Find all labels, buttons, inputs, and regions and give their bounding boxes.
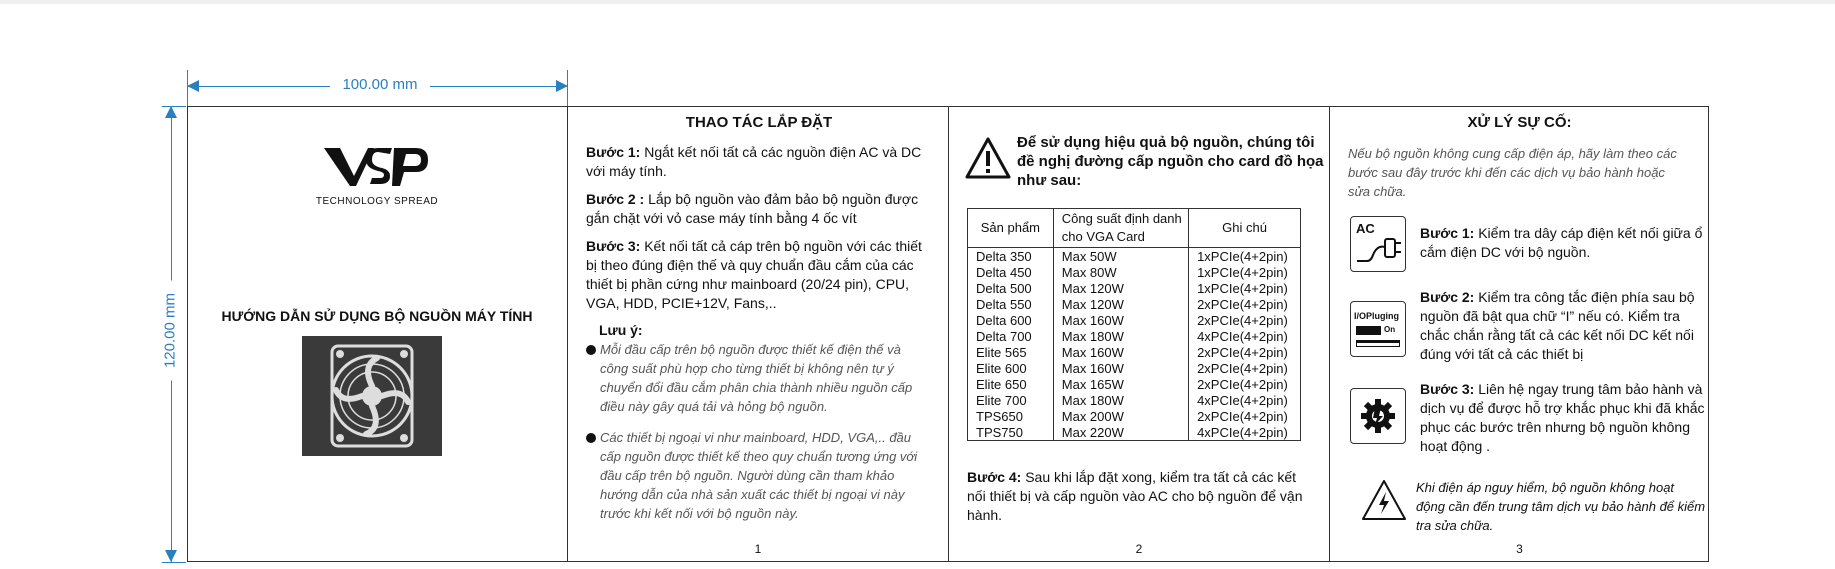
step-text: Sau khi lắp đặt xong, kiểm tra tất cả các kết nối thiết bị và cấp nguồn vào AC cho bộ nguồn để vận hành. (967, 469, 1303, 523)
step-text: Kết nối tất cả cáp trên bộ nguồn với các thiết bị theo đúng điện thế và quy chuẩn đầu cắm của các thiết bị phần cứng như mainboard (20/24 pin), CPU, VGA, HDD, PCIE+12V, Fans,.. (586, 238, 922, 311)
step-label: Bước 1: (1420, 225, 1475, 241)
installation-title: THAO TÁC LẮP ĐẶT (685, 114, 833, 131)
cover-panel (187, 106, 567, 562)
table-cell: 1xPCIe(4+2pin) (1189, 280, 1301, 296)
table-cell: Max 165W (1053, 376, 1188, 392)
plug-icon (1351, 217, 1405, 271)
table-header-row (968, 209, 1301, 248)
bullet-icon (586, 433, 596, 443)
table-cell: Max 160W (1053, 312, 1188, 328)
table-cell: Max 180W (1053, 328, 1188, 344)
troubleshooting-panel (1330, 106, 1709, 562)
height-dimension-tick-bottom (162, 562, 186, 563)
troubleshoot-step-3 (1420, 380, 1710, 456)
table-cell: Delta 600 (968, 312, 1054, 328)
note-text: Mỗi đầu cấp trên bộ nguồn được thiết kế điện thế và công suất phù hợp cho từng thiết bị không nên tự ý chuyển đổi đầu cắm phân chia thành nhiều nguồn cấp điều này gây quá tải và hỏng bộ nguồn. (600, 342, 913, 414)
table-row (968, 360, 1301, 376)
power-switch-icon (1350, 301, 1406, 357)
ac-label: AC (1356, 221, 1375, 236)
installation-panel (568, 106, 948, 562)
table-cell: Delta 500 (968, 280, 1054, 296)
install-step-1 (586, 143, 932, 181)
table-row (968, 328, 1301, 344)
table-cell: Max 160W (1053, 360, 1188, 376)
table-cell: Elite 600 (968, 360, 1054, 376)
table-cell: Delta 550 (968, 296, 1054, 312)
step-label: Bước 3: (586, 238, 641, 254)
width-arrow-right (556, 80, 568, 92)
step-text: Kiểm tra dây cáp điện kết nối giữa ổ cắm điện DC với bộ nguồn. (1420, 225, 1703, 260)
warning-text: Để sử dụng hiệu quả bộ nguồn, chúng tôi đề nghị đường cấp nguồn cho card đồ họa như sau: (1017, 134, 1324, 189)
table-cell: Delta 350 (968, 248, 1054, 265)
column-header: Công suất định danh cho VGA Card (1053, 209, 1188, 248)
step-label: Bước 2: (1420, 289, 1475, 305)
vga-power-panel (949, 106, 1329, 562)
troubleshooting-intro: Nếu bộ nguồn không cung cấp điện áp, hãy làm theo các bước sau đây trước khi đến các dịch vụ bảo hành hoặc sửa chữa. (1348, 146, 1677, 199)
table-cell: 2xPCIe(4+2pin) (1189, 408, 1301, 424)
table-row (968, 296, 1301, 312)
table-row (968, 312, 1301, 328)
table-row (968, 280, 1301, 296)
service-gear-icon (1350, 388, 1406, 444)
table-row (968, 376, 1301, 392)
install-step-4 (967, 468, 1317, 525)
troubleshooting-title: XỬ LÝ SỰ CỐ: (1467, 114, 1572, 131)
table-cell: Elite 700 (968, 392, 1054, 408)
table-cell: 2xPCIe(4+2pin) (1189, 312, 1301, 328)
switch-slot-icon (1356, 340, 1400, 347)
warning-header (964, 134, 1324, 189)
ac-plug-icon (1350, 216, 1406, 272)
vga-power-table (967, 208, 1301, 441)
table-cell: 4xPCIe(4+2pin) (1189, 392, 1301, 408)
step-label: Bước 3: (1420, 381, 1475, 397)
step-label: Bước 2 : (586, 191, 645, 207)
table-cell: Max 120W (1053, 296, 1188, 312)
step-label: Bước 1: (586, 144, 641, 160)
table-cell: 2xPCIe(4+2pin) (1189, 296, 1301, 312)
table-cell: Max 120W (1053, 280, 1188, 296)
column-header: Ghi chú (1189, 209, 1301, 248)
width-arrow-left (187, 80, 199, 92)
troubleshoot-step-1 (1420, 224, 1710, 262)
cover-title: HƯỚNG DẪN SỬ DỤNG BỘ NGUỒN MÁY TÍNH (221, 308, 533, 324)
table-cell: Max 200W (1053, 408, 1188, 424)
table-cell: Max 50W (1053, 248, 1188, 265)
step-text: Lắp bộ nguồn vào đảm bảo bộ nguồn được gắn chặt với vỏ case máy tính bằng 4 ốc vít (586, 191, 919, 226)
table-cell: Elite 650 (968, 376, 1054, 392)
table-cell: Elite 565 (968, 344, 1054, 360)
danger-note: Khi điện áp nguy hiểm, bộ nguồn không hoạt động cần đến trung tâm dịch vụ bảo hành để kiểm tra sửa chữa. (1416, 480, 1706, 533)
troubleshoot-step-2 (1420, 288, 1710, 364)
table-row (968, 392, 1301, 408)
table-row (968, 344, 1301, 360)
top-band (0, 0, 1835, 4)
table-row (968, 248, 1301, 265)
note-item-1 (586, 340, 932, 416)
table-cell: TPS650 (968, 408, 1054, 424)
table-cell: Max 160W (1053, 344, 1188, 360)
height-arrow-bottom (165, 550, 177, 562)
table-cell: 2xPCIe(4+2pin) (1189, 376, 1301, 392)
table-cell: Delta 700 (968, 328, 1054, 344)
bullet-icon (586, 345, 596, 355)
table-cell: Delta 450 (968, 264, 1054, 280)
page-number: 3 (1516, 542, 1523, 556)
step-text: Liên hệ ngay trung tâm bảo hành và dịch vụ để được hỗ trợ khắc phục khi đã khắc phục các bước trên nhưng bộ nguồn không hoạt động . (1420, 381, 1705, 454)
logo-tagline: TECHNOLOGY SPREAD (315, 196, 439, 207)
table-row (968, 264, 1301, 280)
table-cell: Max 80W (1053, 264, 1188, 280)
step-text: Kiểm tra công tắc điện phía sau bộ nguồn đã bật qua chữ “I” nếu có. Kiểm tra chắc chắn rằng tất cả các kết nối DC kết nối đúng với tất cả các thiết bị (1420, 289, 1695, 362)
height-arrow-top (165, 106, 177, 118)
gear-icon (1351, 389, 1405, 443)
page-number: 1 (754, 542, 762, 556)
vsp-logo-icon (322, 146, 432, 194)
table-cell: Max 180W (1053, 392, 1188, 408)
note-item-2 (586, 428, 932, 523)
note-title: Lưu ý: (599, 322, 643, 338)
width-dimension-label: 100.00 mm (330, 76, 430, 93)
table-cell: TPS750 (968, 424, 1054, 441)
switch-label: I/OPluging (1354, 311, 1399, 321)
step-text: Ngắt kết nối tất cả các nguồn điện AC và DC với máy tính. (586, 144, 922, 179)
table-cell: 4xPCIe(4+2pin) (1189, 424, 1301, 441)
warning-triangle-icon (964, 136, 1012, 180)
page-number: 2 (1135, 542, 1143, 556)
note-text: Các thiết bị ngoại vi như mainboard, HDD, VGA,.. đầu cấp nguồn được thiết kế theo quy chuẩn tương ứng với đầu cấp trên bộ nguồn. Người dùng cần tham khảo hướng dẫn của nhà sản xuất các thiết bị ngoại vi này trước khi kết nối với bộ nguồn này. (600, 430, 918, 521)
switch-bar-icon (1356, 326, 1381, 335)
brand-logo (187, 146, 567, 207)
install-step-2 (586, 190, 932, 228)
table-cell: 2xPCIe(4+2pin) (1189, 344, 1301, 360)
table-cell: 4xPCIe(4+2pin) (1189, 328, 1301, 344)
table-row (968, 408, 1301, 424)
height-dimension-label: 120.00 mm (162, 281, 179, 381)
fan-illustration (302, 336, 442, 456)
table-cell: 1xPCIe(4+2pin) (1189, 264, 1301, 280)
fan-icon (302, 336, 442, 456)
switch-on-label: On (1384, 325, 1396, 334)
high-voltage-icon (1360, 478, 1408, 522)
table-cell: 1xPCIe(4+2pin) (1189, 248, 1301, 265)
table-row (968, 424, 1301, 441)
step-label: Bước 4: (967, 469, 1022, 485)
table-cell: Max 220W (1053, 424, 1188, 441)
table-cell: 2xPCIe(4+2pin) (1189, 360, 1301, 376)
install-step-3 (586, 237, 932, 313)
column-header: Sản phẩm (968, 209, 1054, 248)
